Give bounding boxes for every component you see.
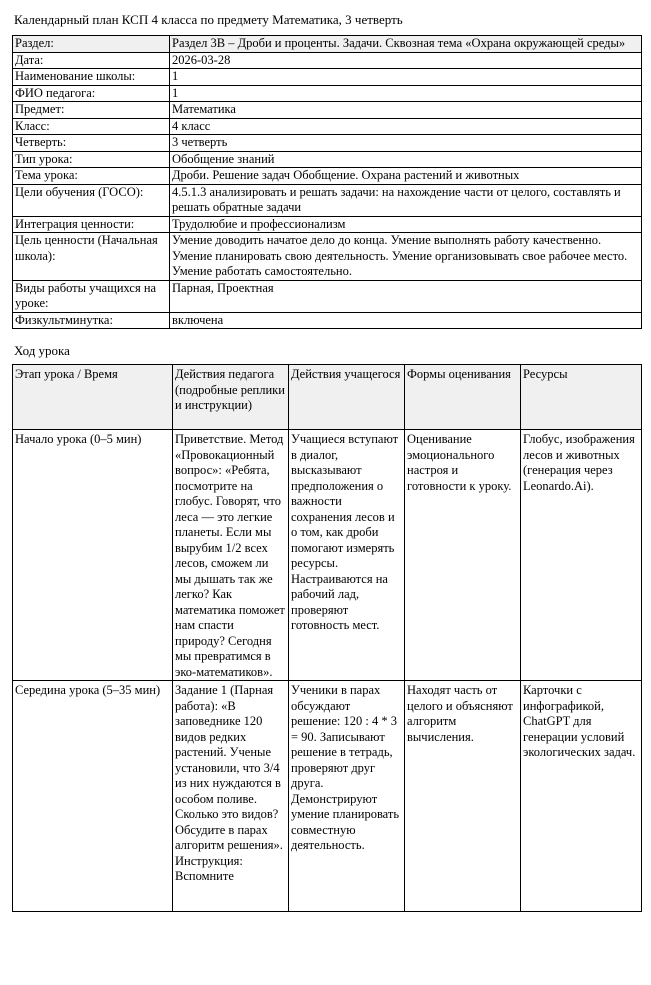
info-value: Обобщение знаний	[170, 151, 642, 168]
info-row-teacher	[13, 85, 642, 102]
info-label: Дата:	[13, 52, 170, 69]
info-label: Виды работы учащихся на уроке:	[13, 280, 170, 312]
cell-stage	[13, 681, 173, 912]
cell-teacher: Приветствие. Метод «Провокационный вопрос»: «Ребята, посмотрите на глобус. Говорят, что леса — это легкие планеты. Если мы вырубим 1/2 всех лесов, сможем ли мы дышать так же легко? Как математика поможет нам спасти природу? Сегодня мы превратимся в эко-математиков».	[173, 430, 289, 681]
info-value: Умение доводить начатое дело до конца. Умение выполнять работу качественно. Умение планировать свою деятельность. Умение организовывать свое рабочее место. Умение работать самостоятельно.	[170, 233, 642, 281]
info-row-value-goal	[13, 233, 642, 281]
info-label: Наименование школы:	[13, 69, 170, 86]
lesson-flow-table	[12, 364, 642, 912]
cell-student: Учащиеся вступают в диалог, высказывают предположения о важности сохранения лесов и о том, как дроби помогают измерять ресурсы. Настраиваются на рабочий лад, проверяют готовность мест.	[289, 430, 405, 681]
cell-text: Карточки с инфографикой, ChatGPT для генерации условий экологических задач.	[523, 683, 636, 759]
info-row-exercise	[13, 312, 642, 329]
info-row-grade	[13, 118, 642, 135]
info-value: включена	[170, 312, 642, 329]
info-value: 4 класс	[170, 118, 642, 135]
info-value: 1	[170, 85, 642, 102]
info-value: 2026-03-28	[170, 52, 642, 69]
info-row-section	[13, 36, 642, 53]
info-value: Трудолюбие и профессионализм	[170, 216, 642, 233]
cell-text: Середина урока (5–35 мин)	[15, 683, 161, 697]
header-assessment: Формы оценивания	[405, 365, 521, 430]
info-label: Тип урока:	[13, 151, 170, 168]
cell-assessment	[405, 681, 521, 912]
info-value: Дроби. Решение задач Обобщение. Охрана растений и животных	[170, 168, 642, 185]
lesson-row-start	[13, 430, 642, 681]
info-row-value-integration	[13, 216, 642, 233]
info-value: Раздел 3В – Дроби и проценты. Задачи. Сквозная тема «Охрана окружающей среды»	[170, 36, 642, 53]
info-row-quarter	[13, 135, 642, 152]
info-row-lesson-type	[13, 151, 642, 168]
info-row-work-types	[13, 280, 642, 312]
cell-text: Задание 1 (Парная работа): «В заповеднике 120 видов редких растений. Ученые установили, что 3/4 из них нуждаются в особом поливе. Сколько это видов? Обсудите в парах алгоритм решения». Инструкция: Вспомните	[175, 683, 283, 883]
lesson-row-middle	[13, 681, 642, 912]
info-row-subject	[13, 102, 642, 119]
cell-text: Находят часть от целого и объясняют алгоритм вычисления.	[407, 683, 513, 744]
info-value: 4.5.1.3 анализировать и решать задачи: на нахождение части от целого, составлять и решать обратные задачи	[170, 184, 642, 216]
header-stage: Этап урока / Время	[13, 365, 173, 430]
info-label: Раздел:	[13, 36, 170, 53]
header-resources: Ресурсы	[521, 365, 642, 430]
info-value: Математика	[170, 102, 642, 119]
cell-assessment: Оценивание эмоционального настроя и готовности к уроку.	[405, 430, 521, 681]
info-label: Физкультминутка:	[13, 312, 170, 329]
header-teacher-actions: Действия педагога (подробные реплики и инструкции)	[173, 365, 289, 430]
lesson-header-row	[13, 365, 642, 430]
info-value: Парная, Проектная	[170, 280, 642, 312]
info-label: Интеграция ценности:	[13, 216, 170, 233]
cell-teacher	[173, 681, 289, 912]
info-row-date	[13, 52, 642, 69]
cell-text: Ученики в парах обсуждают решение: 120 : 4 * 3 = 90. Записывают решение в тетрадь, проверяют друг друга. Демонстрируют умение планировать совместную деятельность.	[291, 683, 400, 852]
info-value: 1	[170, 69, 642, 86]
info-label: Класс:	[13, 118, 170, 135]
info-value: 3 четверть	[170, 135, 642, 152]
header-student-actions: Действия учащегося	[289, 365, 405, 430]
info-label: Цели обучения (ГОСО):	[13, 184, 170, 216]
document-title: Календарный план КСП 4 класса по предмету Математика, 3 четверть	[14, 12, 403, 27]
info-label: Четверть:	[13, 135, 170, 152]
cell-resources: Глобус, изображения лесов и животных (генерация через Leonardo.Ai).	[521, 430, 642, 681]
info-row-school	[13, 69, 642, 86]
info-label: Тема урока:	[13, 168, 170, 185]
info-row-topic	[13, 168, 642, 185]
info-label: Предмет:	[13, 102, 170, 119]
lesson-flow-title: Ход урока	[14, 343, 70, 358]
cell-resources	[521, 681, 642, 912]
cell-stage: Начало урока (0–5 мин)	[13, 430, 173, 681]
lesson-info-table	[12, 35, 642, 329]
info-label: ФИО педагога:	[13, 85, 170, 102]
cell-student	[289, 681, 405, 912]
info-row-goals	[13, 184, 642, 216]
info-label: Цель ценности (Начальная школа):	[13, 233, 170, 281]
